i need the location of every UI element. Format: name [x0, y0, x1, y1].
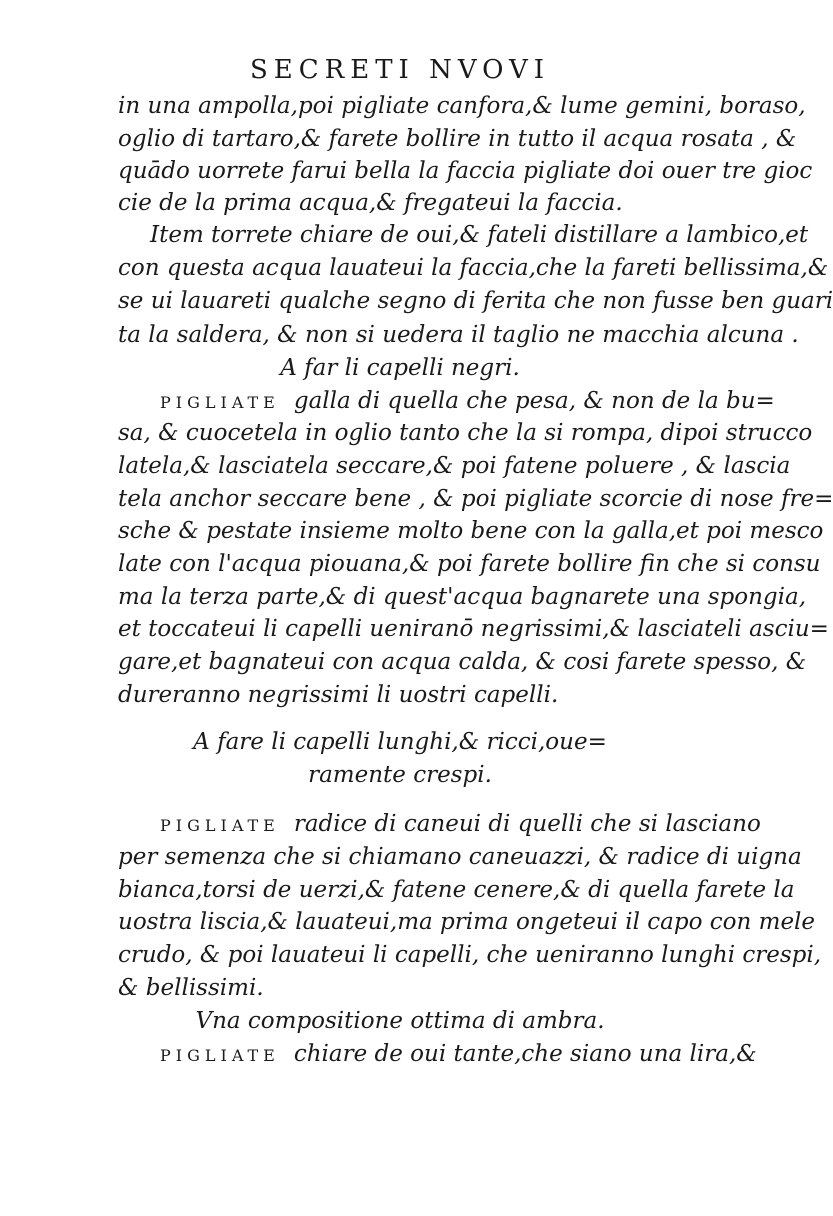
text-line: ma la terza parte,& di quest'acqua bagnarete una spongia, — [118, 584, 807, 610]
text-line: uostra liscia,& lauateui,ma prima ongeteui il capo con mele — [118, 909, 816, 935]
section-heading: Vna compositione ottima di ambra. — [195, 1008, 605, 1034]
paragraph-first-line: PIGLIATE chiare de oui tante,che siano una lira,& — [160, 1041, 757, 1067]
text-line: sche & pestate insieme molto bene con la galla,et poi mesco — [118, 518, 824, 544]
running-header: SECRETI NVOVI — [249, 55, 551, 85]
text-line: late con l'acqua piouana,& poi farete bollire fin che si consu — [118, 551, 821, 577]
text-line: oglio di tartaro,& farete bollire in tutto il acqua rosata , & — [118, 126, 797, 152]
lead-word: PIGLIATE — [160, 393, 280, 412]
text-line: tela anchor seccare bene , & poi pigliate scorcie di nose fre= — [118, 486, 833, 512]
paragraph-first-line: Item torrete chiare de oui,& fateli distillare a lambico,et — [150, 222, 809, 248]
text-line: latela,& lasciatela seccare,& poi fatene poluere , & lascia — [118, 453, 791, 479]
text-line: sa, & cuocetela in oglio tanto che la si rompa, dipoi strucco — [118, 420, 813, 446]
paragraph-first-line: PIGLIATE galla di quella che pesa, & non de la bu= — [160, 388, 775, 414]
text-line: dureranno negrissimi li uostri capelli. — [118, 682, 559, 708]
text-line: cie de la prima acqua,& fregateui la faccia. — [118, 190, 623, 216]
text-line: et toccateui li capelli ueniranō negrissimi,& lasciateli asciu= — [118, 616, 829, 642]
text-line: quādo uorrete farui bella la faccia pigliate doi ouer tre gioc — [118, 158, 813, 184]
lead-word: PIGLIATE — [160, 1046, 280, 1065]
text-line: gare,et bagnateui con acqua calda, & cosi farete spesso, & — [118, 649, 807, 675]
text-line: in una ampolla,poi pigliate canfora,& lume gemini, boraso, — [118, 93, 806, 119]
lead-word: PIGLIATE — [160, 816, 280, 835]
section-heading: A fare li capelli lunghi,& ricci,oue= — [193, 729, 607, 755]
paragraph-first-line: PIGLIATE radice di caneui di quelli che si lasciano — [160, 811, 761, 837]
section-heading: ramente crespi. — [308, 762, 492, 788]
section-heading: A far li capelli negri. — [280, 355, 520, 381]
text-line: crudo, & poi lauateui li capelli, che ueniranno lunghi crespi, — [118, 942, 822, 968]
text-line: ta la saldera, & non si uedera il taglio ne macchia alcuna . — [118, 322, 799, 348]
text-line: per semenza che si chiamano caneuazzi, & radice di uigna — [118, 844, 802, 870]
text-line: se ui lauareti qualche segno di ferita che non fusse ben guari — [118, 288, 833, 314]
text-line: & bellissimi. — [118, 975, 264, 1001]
text-line: bianca,torsi de uerzi,& fatene cenere,& di quella farete la — [118, 877, 795, 903]
text-line: con questa acqua lauateui la faccia,che la fareti bellissima,& — [118, 255, 829, 281]
